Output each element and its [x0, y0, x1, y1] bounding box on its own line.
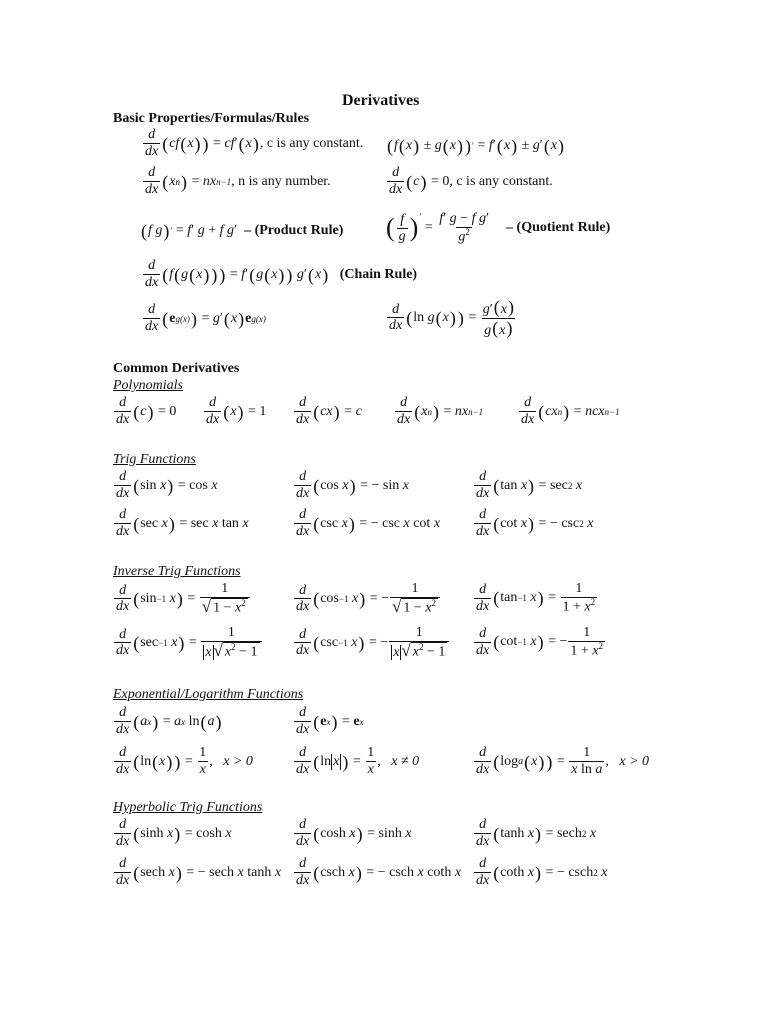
exp-ex: d dx ( e x ) = e x — [296, 705, 364, 737]
inv-cot: d dx ( cot −1 x ) = − 1 $1 + x^2$ — [476, 625, 604, 659]
log-loga: d dx ( log a ( x ) ) = 1 x ln a , x > 0 — [476, 745, 650, 777]
label-chain-rule: (Chain Rule) — [339, 266, 418, 282]
note-n-number: , n is any number. — [231, 173, 331, 189]
hyp-sech: d dx ( sech x ) = − sech x tanh x — [116, 856, 282, 888]
subheading-polynomials: Polynomials — [113, 378, 183, 393]
subheading-exp-log: Exponential/Logarithm Functions — [113, 687, 304, 702]
subheading-hyperbolic: Hyperbolic Trig Functions — [113, 800, 263, 815]
formula-sum-rule: ( f ( x ) ± g ( x ) ) ′ = f ′ ( x ) ± g ′ ( x ) — [387, 136, 565, 156]
trig-sin: d dx ( sin x ) = cos x — [116, 469, 218, 501]
exp-ax: d dx ( a x ) = a x ln ( a ) — [116, 705, 222, 737]
formula-exp-g: d dx ( e g(x) ) = g ′ ( x ) e g(x) — [145, 302, 266, 334]
inv-csc: d dx ( csc −1 x ) = − 1 x √ $x^2 - 1$ — [293, 626, 450, 660]
section-heading-common: Common Derivatives — [113, 361, 240, 376]
formula-quotient-rule: ( f g ) ′ = $\frac{\text{f′ g − f g′}}{g^2}$ – (Quotient Rule) — [386, 211, 611, 245]
hyp-sinh: d dx ( sinh x ) = cosh x — [116, 817, 232, 849]
condition-x-positive-2: x > 0 — [619, 753, 650, 769]
inv-sec: d dx ( sec −1 x ) = 1 x √ $x^2 - 1$ — [113, 626, 263, 660]
log-ln: d dx ( ln ( x ) ) = 1 x , x > 0 — [116, 745, 253, 777]
formula-constant-multiple: d dx ( cf ( x ) ) = cf ′ ( x ) , c is any constant. — [145, 127, 364, 159]
inv-sin: d dx ( sin −1 x ) = 1 √ $1 - x^2$ — [113, 582, 251, 616]
inv-tan: d dx ( tan −1 x ) = 1 $1 + x^2$ — [476, 581, 596, 615]
subheading-trig: Trig Functions — [113, 452, 196, 467]
trig-sec: d dx ( sec x ) = sec x tan x — [116, 507, 249, 539]
hyp-csch: d dx ( csch x ) = − csch x coth x — [296, 856, 462, 888]
inv-cos: d dx ( cos −1 x ) = − 1 √ $1 - x^2$ — [293, 582, 441, 616]
label-quotient-rule: – (Quotient Rule) — [506, 220, 611, 236]
formula-constant: d dx ( c ) = 0 , c is any constant. — [389, 165, 553, 197]
formula-product-rule: ( f g ) ′ = f ′ g + f g ′ – (Product Rule) — [141, 221, 344, 241]
label-product-rule: – (Product Rule) — [244, 223, 344, 238]
trig-csc: d dx ( csc x ) = − csc x cot x — [296, 507, 441, 539]
formula-chain-rule: d dx ( f ( g ( x ) ) ) = f ′ ( g ( x ) ) g ′ ( x ) (Chain Rule) — [145, 258, 418, 290]
poly-constant: d dx ( c ) = 0 — [116, 395, 177, 427]
formula-ln-g: d dx ( ln g ( x ) ) = $\frac{g'(x)}{g(x)}$ — [389, 297, 515, 338]
poly-x: d dx ( x ) = 1 — [206, 395, 267, 427]
condition-x-nonzero: x ≠ 0 — [391, 753, 420, 769]
poly-cx: d dx ( cx ) = c — [296, 395, 362, 427]
poly-xn: d dx ( x n ) = nx n−1 — [397, 395, 484, 427]
trig-tan: d dx ( tan x ) = sec 2 x — [476, 469, 583, 501]
trig-cos: d dx ( cos x ) = − sin x — [296, 469, 409, 501]
formula-power-rule: d dx ( x n ) = nx n−1 , n is any number. — [145, 165, 331, 197]
note-c-constant-2: , c is any constant. — [449, 173, 553, 189]
hyp-cosh: d dx ( cosh x ) = sinh x — [296, 817, 412, 849]
poly-cxn: d dx ( cx n ) = ncx n−1 — [521, 395, 620, 427]
page-title: Derivatives — [342, 92, 420, 109]
log-ln-abs: d dx ( ln x ) = 1 x , x ≠ 0 — [296, 745, 420, 777]
trig-cot: d dx ( cot x ) = − csc 2 x — [476, 507, 594, 539]
hyp-tanh: d dx ( tanh x ) = sech 2 x — [476, 817, 597, 849]
note-c-constant: , c is any constant. — [259, 135, 364, 151]
subheading-inverse-trig: Inverse Trig Functions — [113, 564, 241, 579]
condition-x-positive: x > 0 — [223, 753, 253, 769]
hyp-coth: d dx ( coth x ) = − csch 2 x — [476, 856, 608, 888]
section-heading-basic: Basic Properties/Formulas/Rules — [113, 111, 310, 126]
